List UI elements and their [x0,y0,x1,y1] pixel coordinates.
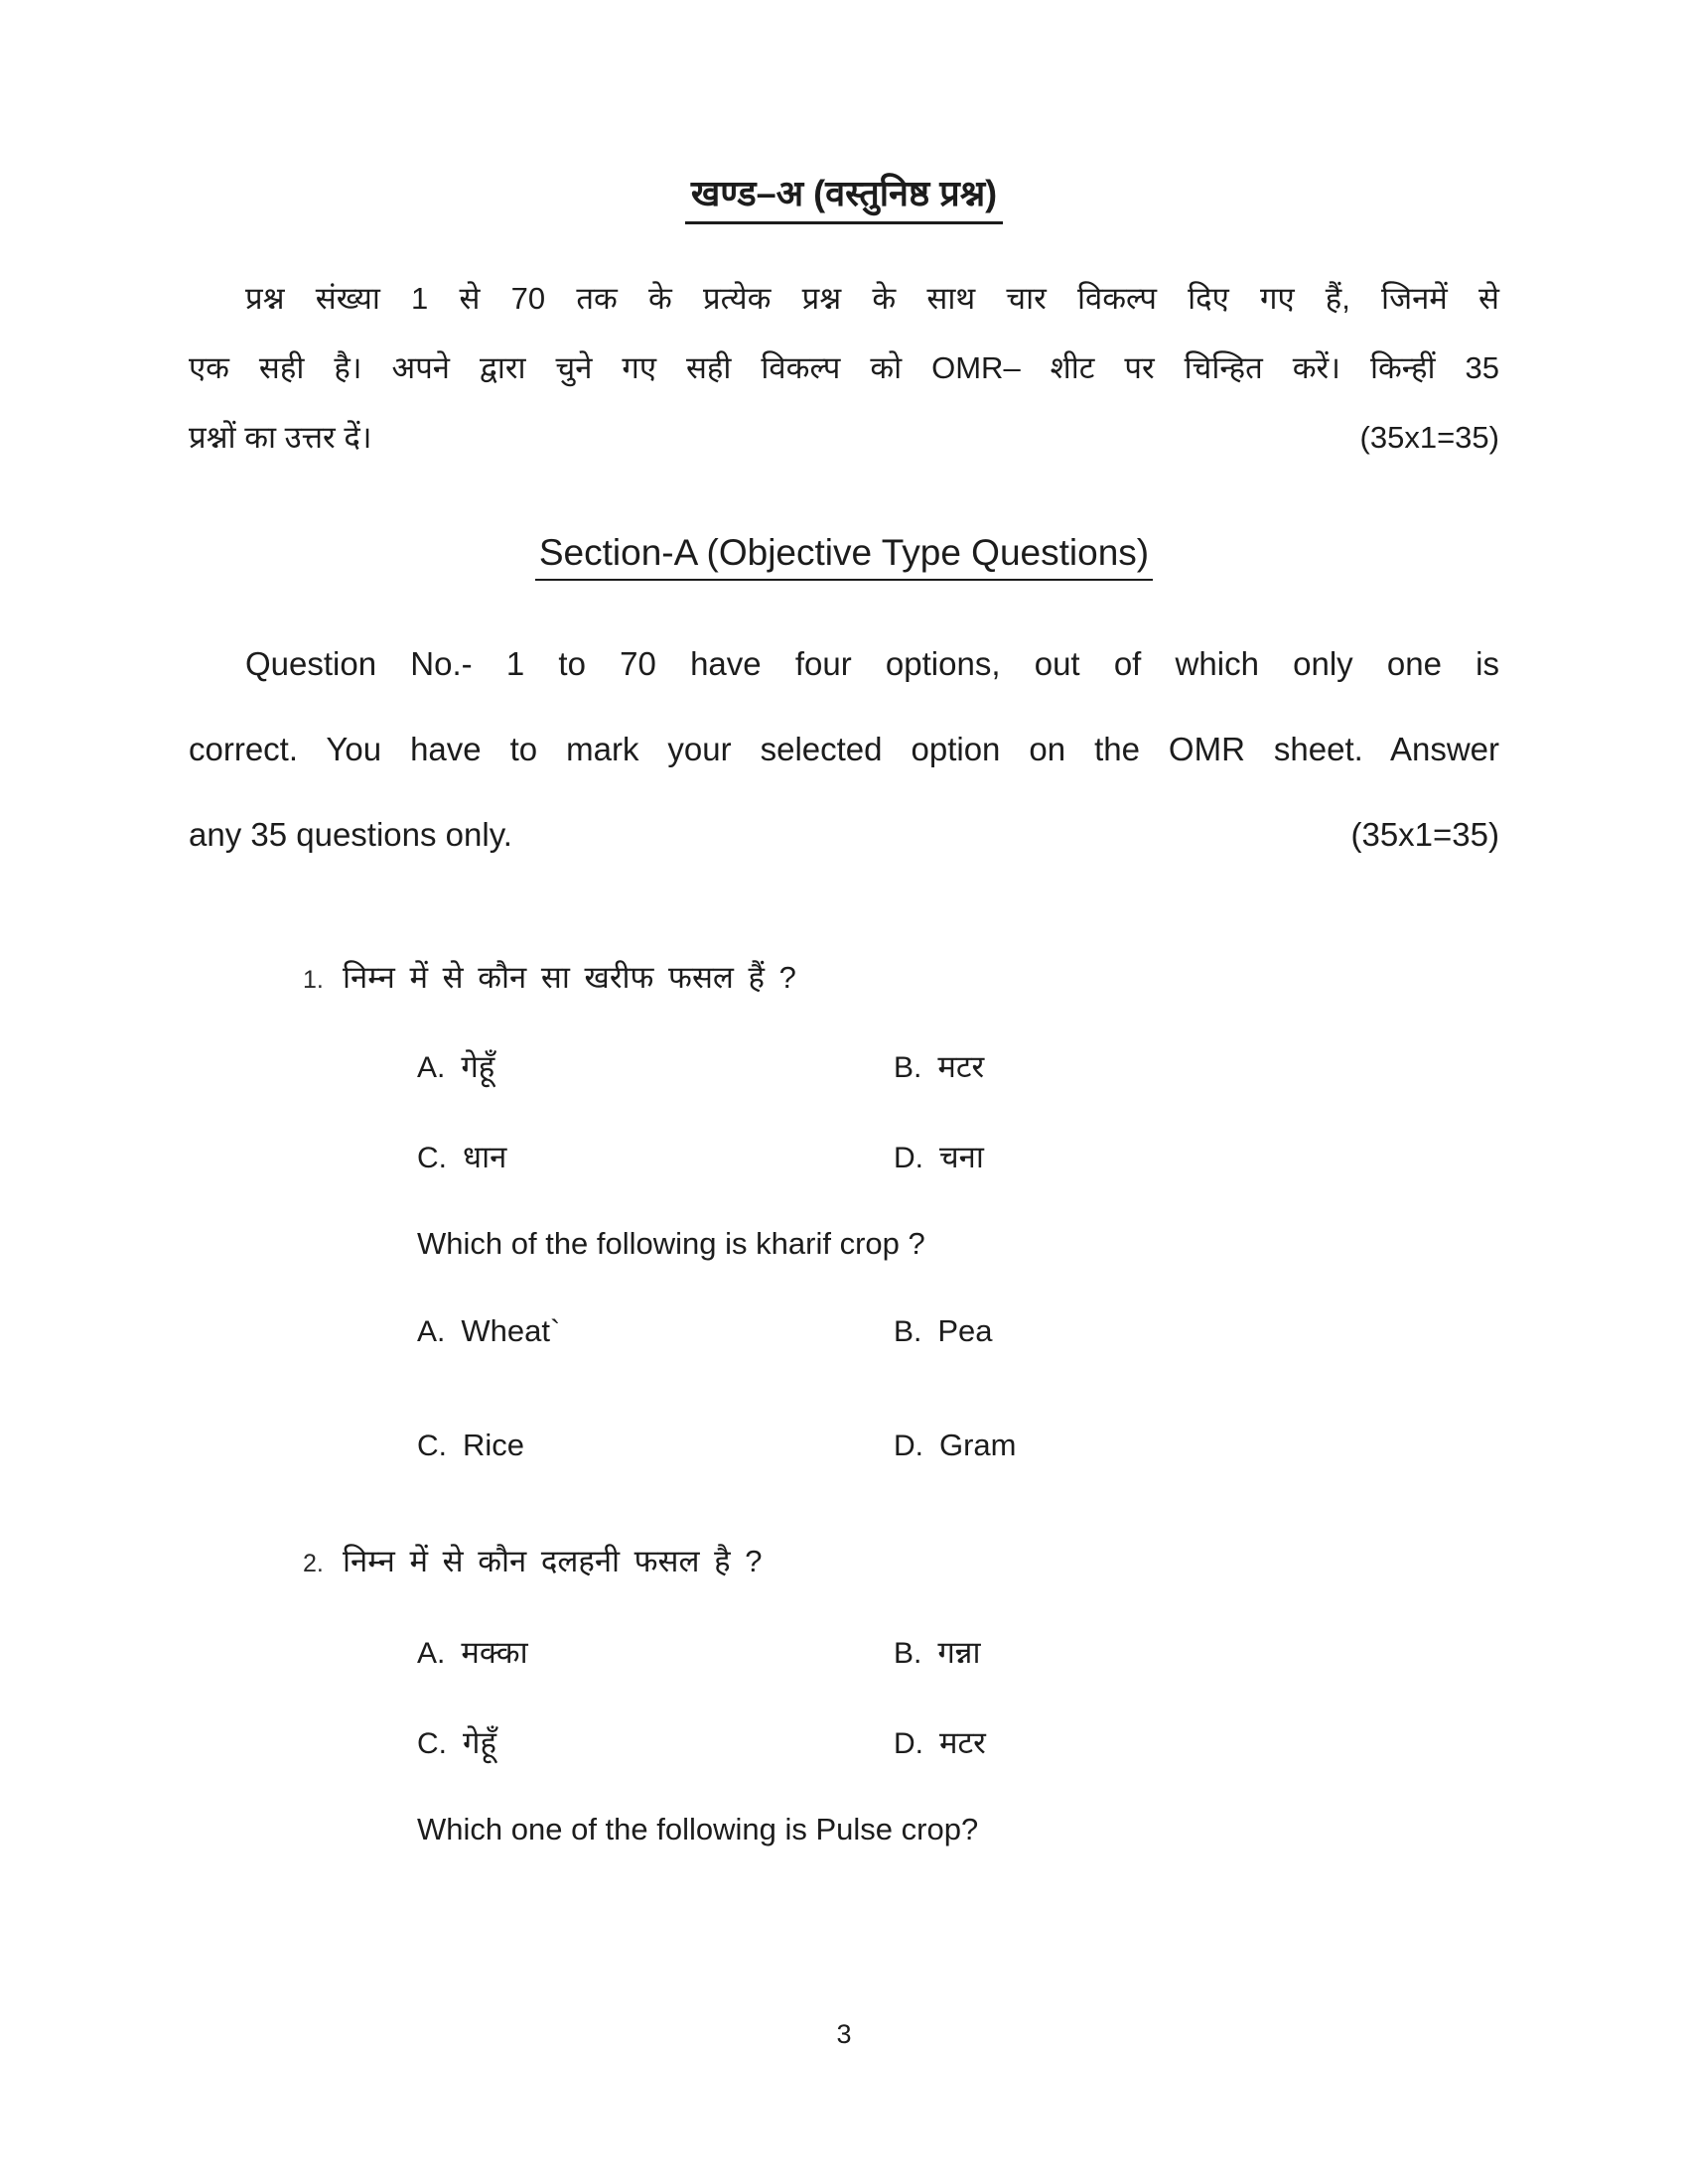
instructions-hindi-line-3 [189,403,1499,473]
question-2-hindi [189,1541,1499,1584]
question-1-option-a-hindi-label: A. [417,1051,446,1084]
question-2-option-d-hindi-label: D. [894,1727,923,1760]
question-2-english-text: Which one of the following is Pulse crop? [417,1812,979,1846]
question-1-option-c-hindi-label: C. [417,1142,447,1174]
question-1-option-a-hindi [417,1046,894,1089]
section-title-hindi [189,171,1499,216]
question-2-hindi-options-row-2 [189,1722,1499,1765]
instructions-hindi-line-1: प्रश्न संख्या 1 से 70 तक के प्रत्येक प्रश्न के साथ चार विकल्प दिए गए हैं, जिनमें से [245,281,1499,316]
question-1-english-options-row-2 [189,1425,1499,1467]
question-2 [189,1541,1499,1850]
page-content [0,171,1688,1850]
question-1-option-c-hindi [417,1137,894,1179]
question-1-option-b-english [894,1310,993,1353]
page-number: 3 [836,2019,852,2049]
questions-list [189,957,1499,1850]
instructions-hindi-line-3-text: प्रश्नों का उत्तर दें। [189,420,372,455]
question-1 [189,957,1499,1467]
question-1-option-a-english [417,1310,894,1353]
question-1-option-a-hindi-text: गेहूँ [461,1049,495,1084]
question-2-option-c-hindi-label: C. [417,1727,447,1760]
instructions-english-line-2: correct. You have to mark your selected option on the OMR sheet. Answer [189,731,1499,767]
question-1-option-a-english-text: Wheat` [461,1313,561,1348]
section-title-english-text: Section-A (Objective Type Questions) [535,532,1153,581]
question-2-option-a-hindi-label: A. [417,1637,446,1670]
question-2-option-a-hindi-text: मक्का [461,1635,528,1670]
question-1-option-d-english-label: D. [894,1430,923,1462]
instructions-english-line-3-text: any 35 questions only. [189,816,512,853]
question-2-option-c-hindi-text: गेहूँ [463,1725,496,1760]
question-1-option-d-hindi-label: D. [894,1142,923,1174]
question-2-hindi-text: निम्न में से कौन दलहनी फसल है ? [343,1544,763,1578]
marks-scheme-english: (35x1=35) [1350,816,1499,853]
question-2-option-d-hindi-text: मटर [939,1725,986,1760]
question-1-hindi-text: निम्न में से कौन सा खरीफ फसल हैं ? [343,960,796,995]
question-1-number: 1. [303,966,324,994]
question-1-option-d-english [894,1425,1017,1467]
question-1-option-d-hindi [894,1137,984,1179]
question-2-option-b-hindi-label: B. [894,1637,922,1670]
instructions-english [189,621,1499,878]
question-1-option-a-english-label: A. [417,1315,446,1348]
question-1-option-b-english-label: B. [894,1315,922,1348]
marks-scheme-hindi: (35x1=35) [1359,420,1499,455]
question-1-hindi [189,957,1499,1001]
question-1-english-text: Which of the following is kharif crop ? [417,1226,925,1261]
instructions-english-line-3 [189,792,1499,878]
question-1-option-c-hindi-text: धान [463,1140,507,1174]
question-1-option-b-hindi-text: मटर [937,1049,985,1084]
question-1-hindi-options-row-1 [189,1046,1499,1089]
question-1-option-b-english-text: Pea [937,1313,993,1348]
question-1-hindi-options-row-2 [189,1137,1499,1179]
question-1-option-d-hindi-text: चना [939,1140,984,1174]
question-1-option-c-english-text: Rice [463,1428,525,1462]
question-1-english-options-row-1 [189,1310,1499,1353]
question-1-option-b-hindi-label: B. [894,1051,922,1084]
question-1-option-c-english [417,1425,894,1467]
question-2-option-b-hindi-text: गन्ना [937,1635,981,1670]
question-2-hindi-options-row-1 [189,1632,1499,1675]
question-2-option-b-hindi [894,1632,981,1675]
question-2-option-a-hindi [417,1632,894,1675]
question-2-option-d-hindi [894,1722,986,1765]
question-1-option-b-hindi [894,1046,984,1089]
instructions-hindi [189,264,1499,473]
section-title-hindi-text: खण्ड–अ (वस्तुनिष्ठ प्रश्न) [685,173,1003,224]
question-2-option-c-hindi [417,1722,894,1765]
section-title-english [189,528,1499,578]
question-1-option-d-english-text: Gram [939,1428,1017,1462]
question-1-option-c-english-label: C. [417,1430,447,1462]
instructions-english-line-1: Question No.- 1 to 70 have four options, out of which only one is [245,645,1499,682]
question-2-number: 2. [303,1550,324,1577]
instructions-hindi-line-2: एक सही है। अपने द्वारा चुने गए सही विकल्प को OMR– शीट पर चिन्हित करें। किन्हीं 35 [189,350,1499,385]
